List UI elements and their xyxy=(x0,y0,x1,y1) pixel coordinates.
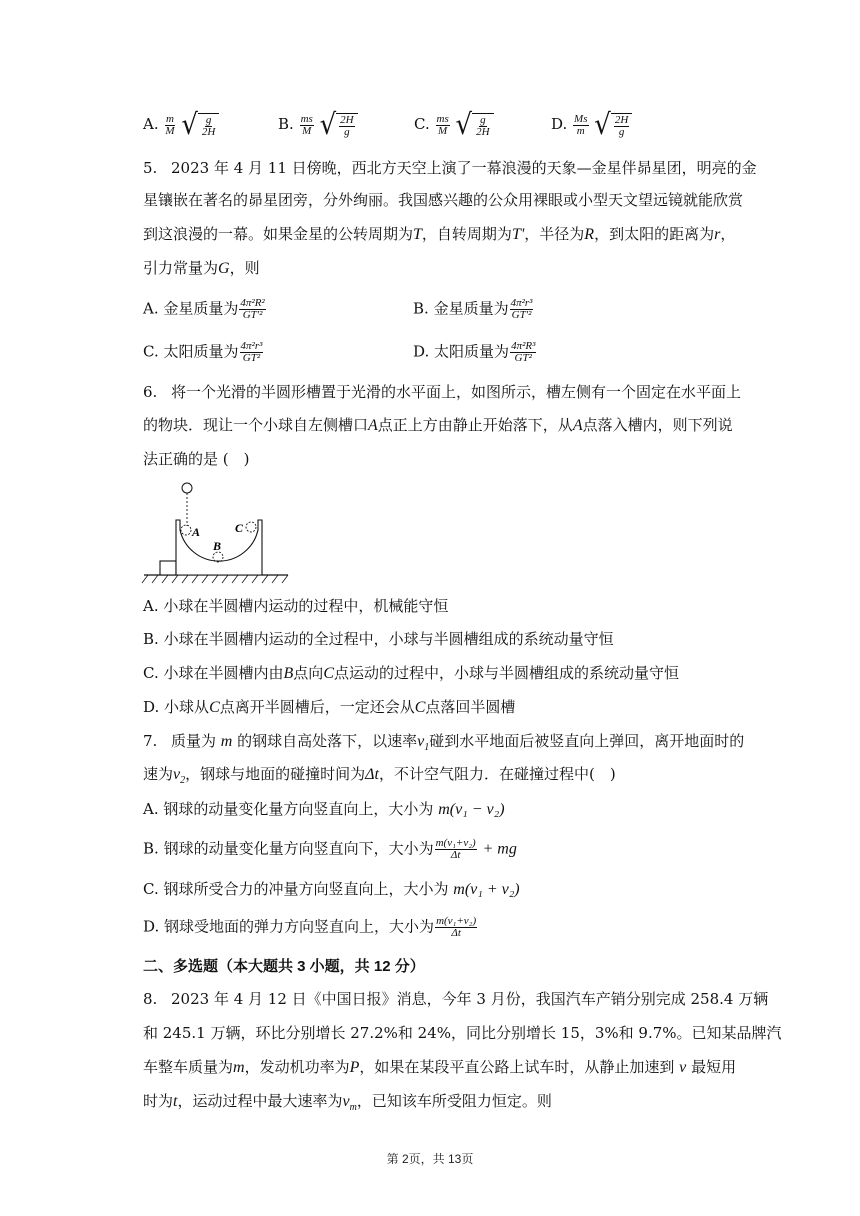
q8-line-2: 和 245.1 万辆，环比分别增长 27.2%和 24%，同比分别增长 15，3%和 9.7%。已知某品牌汽 xyxy=(143,1024,782,1042)
q5-option-c: C. 太阳质量为 $\frac{\text{4π²r³}}{\text{GT²}}$ xyxy=(143,340,263,364)
q4-option-a: A. $\frac{m}{M}$ √ $\frac{g}{2H}$ xyxy=(143,112,219,138)
fixed-block xyxy=(160,561,176,575)
q5-option-a: A. 金星质量为 $\frac{\text{4π²R²}}{\text{GT'²}}$ xyxy=(143,297,265,321)
ground-hatch xyxy=(142,575,288,583)
q5-line-2: 星镶嵌在著名的昴星团旁，分外绚丽。我国感兴趣的公众用裸眼或小型天文望远镜就能欣赏 xyxy=(143,191,744,209)
q8-line-4: 时为t，运动过程中最大速率为$v_m$，已知该车所受阻力恒定。则 xyxy=(143,1092,552,1114)
q5-line-4: 引力常量为G，则 xyxy=(143,259,260,277)
q4-option-c: C. $\frac{ms}{M}$ √ $\frac{g}{2H}$ xyxy=(414,112,494,138)
q5-line-3: 到这浪漫的一幕。如果金星的公转周期为T，自转周期为T'，半径为R，到太阳的距离为r， xyxy=(143,225,736,243)
q7-option-a: A. 钢球的动量变化量方向竖直向上，大小为 m(v₁ − v₂) xyxy=(143,800,505,818)
label-b: B xyxy=(213,539,222,553)
q8-line-3: 车整车质量为m，发动机功率为P，如果在某段平直公路上试车时，从静止加速到 v 最短用 xyxy=(143,1058,737,1076)
q5-option-b: B. 金星质量为 $\frac{\text{4π²r³}}{\text{GT'²}}$ xyxy=(413,297,533,321)
q4-option-b: B. $\frac{ms}{M}$ √ $\frac{2H}{g}$ xyxy=(278,112,358,138)
label-a: A xyxy=(192,525,201,539)
ball-position-b xyxy=(213,552,223,562)
q5-option-d: D. 太阳质量为 $\frac{\text{4π²R³}}{\text{GT²}}$ xyxy=(413,340,536,364)
q5-line-1: 5. 2023 年 4 月 11 日傍晚，西北方天空上演了一幕浪漫的天象—金星伴昴星团，明亮的金 xyxy=(143,159,757,177)
q8-line-1: 8. 2023 年 4 月 12 日《中国日报》消息，今年 3 月份，我国汽车产销分别完成 258.4 万辆 xyxy=(143,990,769,1008)
ball-position-a xyxy=(181,525,191,535)
q7-option-c: C. 钢球所受合力的冲量方向竖直向上，大小为 m(v₁ + v₂) xyxy=(143,880,520,898)
ball-position-c xyxy=(246,522,256,532)
q7-line-1: 7. 质量为 m 的钢球自高处落下，以速率$v_1$碰到水平地面后被竖直向上弹回，离开地面时的 xyxy=(143,732,745,754)
q6-line-3: 法正确的是 ( ) xyxy=(143,450,250,468)
q7-option-d: D. 钢球受地面的弹力方向竖直向上，大小为 $\frac{\text{m(v₁+v₂)}}{\Delta t}$ xyxy=(143,915,477,939)
q4-option-d: D. $\frac{Ms}{m}$ √ $\frac{2H}{g}$ xyxy=(551,112,632,138)
page-footer: 第 2页，共 13页 xyxy=(386,1152,474,1166)
q6-option-c: C. 小球在半圆槽内由B点向C点运动的过程中，小球与半圆槽组成的系统动量守恒 xyxy=(143,664,679,682)
q6-line-2: 的物块．现让一个小球自左侧槽口A点正上方由静止开始落下，从A点落入槽内，则下列说 xyxy=(143,416,733,434)
section-heading-multiple-choice: 二、多选题（本大题共 3 小题，共 12 分） xyxy=(143,958,425,975)
label-c: C xyxy=(235,521,244,535)
q6-option-d: D. 小球从C点离开半圆槽后，一定还会从C点落回半圆槽 xyxy=(143,698,516,716)
q6-option-b: B. 小球在半圆槽内运动的全过程中，小球与半圆槽组成的系统动量守恒 xyxy=(143,630,614,648)
falling-ball xyxy=(182,483,192,493)
q6-option-a: A. 小球在半圆槽内运动的过程中，机械能守恒 xyxy=(143,597,449,615)
q7-option-b: B. 钢球的动量变化量方向竖直向下，大小为 $\frac{\text{m(v₁+v₂)}}{\Delta t}$ + mg xyxy=(143,837,517,861)
q6-line-1: 6. 将一个光滑的半圆形槽置于光滑的水平面上，如图所示，槽左侧有一个固定在水平面上 xyxy=(143,383,742,401)
half-cylinder-groove-figure xyxy=(140,478,295,586)
q7-line-2: 速为$v_2$，钢球与地面的碰撞时间为Δt，不计空气阻力．在碰撞过程中( ) xyxy=(143,765,616,787)
